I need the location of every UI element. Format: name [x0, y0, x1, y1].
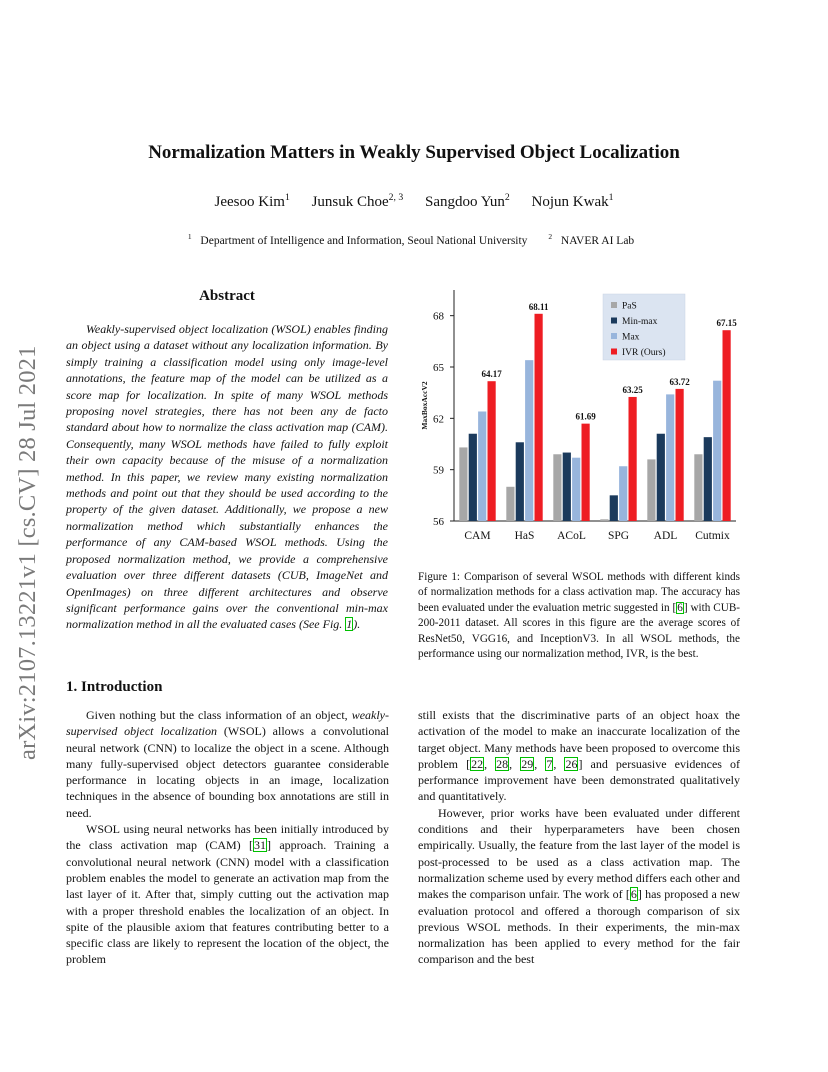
citation-link[interactable]: 28	[496, 756, 509, 771]
bar	[619, 466, 627, 521]
bar	[525, 360, 533, 521]
y-tick-label: 56	[433, 516, 444, 528]
legend-swatch	[611, 302, 617, 308]
bar	[535, 314, 543, 521]
x-tick-label: SPG	[607, 530, 630, 542]
bar	[713, 381, 721, 521]
bar	[629, 397, 637, 521]
arxiv-stamp: arXiv:2107.13221v1 [cs.CV] 28 Jul 2021	[14, 345, 41, 760]
affiliations	[0, 232, 828, 247]
affiliation: $^1$ Department of Intelligence and Information, Seoul National University	[187, 232, 528, 247]
section-heading-introduction: 1. Introduction	[66, 679, 163, 695]
paragraph: still exists that the discriminative parts of an object hoax the activation of the model to make an inaccurate localization of the target object. Many methods have been proposed to overcome this problem [22, 28, 29, 7, 26] and persuasive evidences of performance improvement have been demonstrated qualitatively and quantitatively.	[418, 708, 741, 804]
bar	[657, 434, 665, 521]
bar	[666, 394, 674, 521]
data-label: 67.15	[716, 318, 737, 329]
citation-link[interactable]: 6	[677, 601, 683, 614]
paragraph: WSOL using neural networks has been initially introduced by the class activation map (CAM) [31] approach. Training a convolutional neural network (CNN) model with a classification problem enables the model to generate an activation map from the last layer of it. After that, simply cutting out the activation map with a proper threshold enables the localization of an object. In spite of the plausible axiom that features contributing better to a specific class are likely to represent the location of the object, the problem	[66, 822, 389, 967]
x-tick-label: ACoL	[557, 530, 586, 542]
author-list	[0, 194, 828, 211]
legend-swatch	[611, 318, 617, 324]
bar	[610, 495, 618, 521]
y-tick-label: 65	[433, 362, 444, 374]
citation-link[interactable]: 26	[565, 756, 578, 771]
x-tick-label: HaS	[514, 530, 535, 542]
paragraph: Given nothing but the class information of an object, weakly-supervised object localization (WSOL) allows a convolutional neural network (CNN) to localize the object in a scene. Although many fully-supervised object detectors guarantee considerable performance in locating objects in an image, localization techniques in the absence of bounding box annotations are still in need.	[66, 708, 389, 820]
citation-link[interactable]: 31	[254, 838, 266, 853]
abstract-heading: Abstract	[199, 288, 255, 304]
author: Nojun Kwak$^1$	[531, 192, 614, 210]
data-label: 64.17	[481, 369, 502, 380]
bar	[553, 454, 561, 521]
citation-link[interactable]: 22	[471, 756, 484, 771]
bar	[723, 330, 731, 521]
bar	[516, 442, 524, 521]
bar	[459, 447, 467, 521]
bar	[478, 411, 486, 521]
data-label: 61.69	[575, 411, 596, 422]
data-label: 68.11	[528, 301, 549, 312]
legend-swatch	[611, 333, 617, 339]
data-label: 63.25	[622, 384, 643, 395]
author: Junsuk Choe$^{2, 3}$	[311, 192, 404, 210]
bar	[506, 487, 514, 521]
legend-label: IVR (Ours)	[622, 348, 666, 358]
y-tick-label: 62	[433, 413, 444, 426]
body-column-right	[418, 707, 740, 968]
body-column-left	[66, 707, 389, 968]
bar	[694, 454, 702, 521]
bar	[572, 458, 580, 521]
legend-label: PaS	[622, 301, 637, 312]
bar	[647, 459, 655, 521]
x-tick-label: CAM	[464, 530, 491, 542]
bar	[563, 453, 571, 521]
paragraph: However, prior works have been evaluated under different conditions and their hyperparameters have been chosen empirically. Usually, the feature from the last layer of the model is post-processed to be used as a class activation map. The normalization scheme used by every method differs each other and makes the comparison unfair. The work of [6] has proposed a new evaluation protocol and offered a thorough comparison of six previous WSOL methods. In their experiments, the min-max normalization has been applied to every method for the fair comparison and the best	[418, 805, 740, 967]
x-tick-label: ADL	[653, 530, 678, 542]
y-tick-label: 68	[433, 310, 444, 323]
y-axis-label: MaxBoxAccV2	[420, 381, 429, 430]
legend-label: Max	[622, 332, 640, 343]
bar	[469, 434, 477, 521]
legend-label: Min-max	[622, 317, 658, 327]
chart-svg	[418, 288, 740, 550]
x-tick-label: Cutmix	[695, 530, 730, 542]
bar	[488, 381, 496, 521]
figure-1-bar-chart	[418, 288, 740, 550]
legend-swatch	[611, 349, 617, 355]
data-label: 63.72	[669, 376, 690, 387]
bar	[582, 424, 590, 521]
figure-caption: Figure 1: Comparison of several WSOL methods with different kinds of normalization methods for a class activation map. The accuracy has been evaluated under the evaluation metric suggested in [6] with CUB-200-2011 dataset. All scores in this figure are the average scores of ResNet50, VGG16, and InceptionV3. In all WSOL methods, the performance using our normalization method, IVR, is the best.	[418, 571, 740, 661]
paper-title: Normalization Matters in Weakly Supervised Object Localization	[148, 142, 680, 163]
bar	[704, 437, 712, 521]
citation-link[interactable]: 7	[546, 756, 553, 771]
abstract-text: Weakly-supervised object localization (WSOL) enables finding an object using a dataset without any localization information. By simply training a classification model using only image-level annotations, the feature map of the model can be utilized as a score map for localization. In spite of many WSOL methods proposing novel strategies, there has not been any de facto standard about how to normalize the class activation map (CAM). Consequently, many WSOL methods have failed to fully exploit their own capacity because of the misuse of a normalization method. In this paper, we review many existing normalization methods and point out that they should be used according to the property of the given dataset. Additionally, we propose a new normalization method which substantially enhances the performance of any CAM-based WSOL methods. Using the proposed normalization method, we provide a comprehensive evaluation over three different datasets (CUB, ImageNet and OpenImages) on three different architectures and observe significant performance gains over the conventional min-max normalization method in all the evaluated cases (See Fig. 1).	[66, 322, 388, 632]
bar	[676, 389, 684, 521]
figure-reference-link[interactable]: 1	[346, 617, 353, 632]
affiliation: $^2$ NAVER AI Lab	[548, 232, 635, 247]
bar	[600, 519, 608, 521]
y-tick-label: 59	[433, 464, 444, 477]
author: Sangdoo Yun$^2$	[425, 192, 510, 210]
citation-link[interactable]: 29	[521, 756, 534, 771]
author: Jeesoo Kim$^1$	[214, 192, 290, 210]
citation-link[interactable]: 6	[630, 887, 637, 902]
